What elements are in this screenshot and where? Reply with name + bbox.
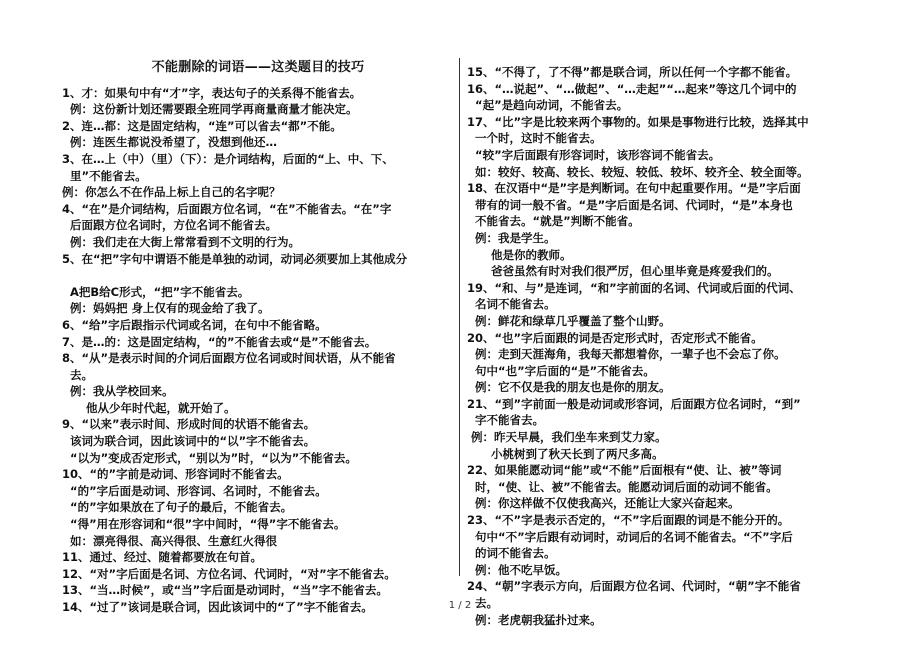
text-line: 例：你这样做不仅使我高兴，还能让大家兴奋起来。 xyxy=(467,496,740,511)
text-line: 名词不能省去。 xyxy=(467,297,556,312)
text-line: 13、“当…时候”，或“当”字后面是动词时，“当”字不能省去。 xyxy=(62,583,388,598)
text-line: 21、“到”字前面一般是动词或形容词，后面跟方位名词时，“到” xyxy=(467,396,801,411)
text-line: 句中“也”字后面的“是”不能省去。 xyxy=(467,363,655,378)
text-line: 8、“从”是表示时间的介词后面跟方位名词或时间状语，从不能省 xyxy=(62,351,396,366)
text-line: “的”字后面是动词、形容词、名词时，不能省去。 xyxy=(62,483,327,498)
text-line: 18、在汉语中“是”字是判断词。在句中起重要作用。“是”字后面 xyxy=(467,181,801,196)
text-line: 的词不能省去。 xyxy=(467,546,556,561)
text-line: 10、“的”字前是动词、形容词时不能省去。 xyxy=(62,467,289,482)
text-line: 如：较好、较高、较长、较短、较低、较坏、较齐全、较全面等。 xyxy=(467,164,809,179)
text-line: 例：昨天早晨，我们坐车来到艾力家。 xyxy=(467,430,667,445)
text-line: 去。 xyxy=(467,596,499,610)
page-number: 1 / 2 xyxy=(448,600,472,611)
text-line xyxy=(62,267,454,284)
right-column-text xyxy=(467,64,862,628)
text-line: 字不能省去。 xyxy=(467,413,545,428)
text-line: “的”字如果放在了句子的最后，不能省去。 xyxy=(62,500,293,515)
text-line: 3、在…上（中）（里）（下）：是介词结构，后面的“上、中、下、 xyxy=(62,151,394,166)
text-line: 11、通过、经过、随着都要放在句首。 xyxy=(62,550,263,565)
text-line: 爸爸虽然有时对我们很严厉，但心里毕竟是疼爱我们的。 xyxy=(467,264,779,279)
text-line: 句中“不”字后跟有动词时，动词后的名词不能省去。“不”字后 xyxy=(467,529,793,544)
text-line: 5、在“把”字句中谓语不能是单独的动词，动词必须要加上其他成分 xyxy=(62,251,408,266)
text-line: “较”字后面跟有形容词时，该形容词不能省去。 xyxy=(467,147,721,162)
column-divider xyxy=(459,58,460,576)
text-line: 14、“过了”该词是联合词，因此该词中的“了”字不能省去。 xyxy=(62,600,373,614)
right-column xyxy=(467,64,862,628)
text-line: 小桃树到了秋天长到了两尺多高。 xyxy=(467,446,664,461)
text-line: 6、“给”字后跟指示代词或名词，在句中不能省略。 xyxy=(62,317,327,332)
text-line: 时，“使、让、被”不能省去。能愿动词后面的动词不能省。 xyxy=(467,479,778,494)
text-line: 例：我是学生。 xyxy=(467,230,556,245)
left-column xyxy=(62,60,454,616)
text-line: “得”用在形容词和“很”字中间时，“得”字不能省去。 xyxy=(62,517,346,532)
text-line: 20、“也”字后面跟的词是否定形式时，否定形式不能省。 xyxy=(467,330,763,345)
text-line: 例：我们走在大街上常常看到不文明的行为。 xyxy=(62,234,301,249)
text-line: 例：他不吃早饭。 xyxy=(467,562,568,577)
text-line: “以为”变成否定形式，“别以为”时，“以为”不能省去。 xyxy=(62,450,357,465)
text-line: “起”是趋向动词，不能省去。 xyxy=(467,98,629,113)
text-line: 9、“以来”表示时间、形成时间的状语不能省去。 xyxy=(62,417,316,432)
text-line: 4、“在”是介词结构，后面跟方位名词，“在”不能省去。“在”字 xyxy=(62,201,392,216)
text-line: 2、连…都：这是固定结构，“连”可以省去“都”不能。 xyxy=(62,118,342,133)
text-line: 里”不能省去。 xyxy=(62,168,147,183)
text-line: 例：你怎么不在作品上标上自己的名字呢？ xyxy=(62,185,281,200)
text-line: 去。 xyxy=(62,367,94,382)
text-line: 带有的词一般不省。“是”字后面是名词、代词时，“是”本身也 xyxy=(467,197,793,212)
text-line: 他是你的教师。 xyxy=(467,247,572,262)
text-line: 例：这份新计划还需要跟全班同学再商量商量才能决定。 xyxy=(62,102,358,117)
text-line: 后面跟方位名词时，方位名词不能省去。 xyxy=(62,218,278,233)
text-line: 19、“和、与”是连词，“和”字前面的名词、代词或后面的代词、 xyxy=(467,280,801,295)
text-line: 1、才：如果句中有“才”字，表达句子的关系得不能省去。 xyxy=(62,85,362,100)
left-column-text xyxy=(62,85,454,616)
text-line: 例：妈妈把 身上仅有的现金给了我了。 xyxy=(62,301,270,316)
text-line: 例：它不仅是我的朋友也是你的朋友。 xyxy=(467,380,671,395)
text-line: 22、如果能愿动词“能”或“不能”后面根有“使、让、被”等词 xyxy=(467,463,782,478)
text-line: 例：鲜花和绿草几乎覆盖了整个山野。 xyxy=(467,313,671,328)
text-line: 例：连医生都说没希望了，没想到他还… xyxy=(62,135,278,150)
text-line: 例：老虎朝我猛扑过来。 xyxy=(467,612,602,627)
text-line: 16、“…说起”、“…做起”、“…走起”“…起来”等这几个词中的 xyxy=(467,81,797,96)
text-line: 7、是…的：这是固定结构，“的”不能省去或“是”不能省去。 xyxy=(62,334,377,349)
text-line: 23、“不”字是表示否定的，“不”字后面跟的词是不能分开的。 xyxy=(467,513,790,528)
document-title: 不能删除的词语——这类题目的技巧 xyxy=(151,60,365,75)
text-line: 24、“朝”字表示方向，后面跟方位名词、代词时，“朝”字不能省 xyxy=(467,579,801,594)
text-line: 他从少年时代起，就开始了。 xyxy=(62,400,236,415)
text-line: A把B给C形式，“把”字不能省去。 xyxy=(62,284,250,299)
text-line: 该词为联合词，因此该词中的“以”字不能省去。 xyxy=(62,434,316,449)
text-line: 如：漂亮得很、高兴得很、生意红火得很 xyxy=(62,533,278,548)
text-line: 17、“比”字是比较来两个事物的。如果是事物进行比较，选择其中 xyxy=(467,114,809,129)
text-line: 不能省去。“就是”判断不能省。 xyxy=(467,214,640,229)
text-line: 一个时，这时不能省去。 xyxy=(467,131,602,146)
text-line: 例：走到天涯海角，我每天都想着你，一辈子也不会忘了你。 xyxy=(467,347,786,362)
text-line: 12、“对”字后面是名词、方位名词、代词时，“对”字不能省去。 xyxy=(62,566,396,581)
text-line: 例：我从学校回来。 xyxy=(62,384,174,399)
text-line: 15、“不得了，了不得”都是联合词，所以任何一个字都不能省。 xyxy=(467,65,798,79)
